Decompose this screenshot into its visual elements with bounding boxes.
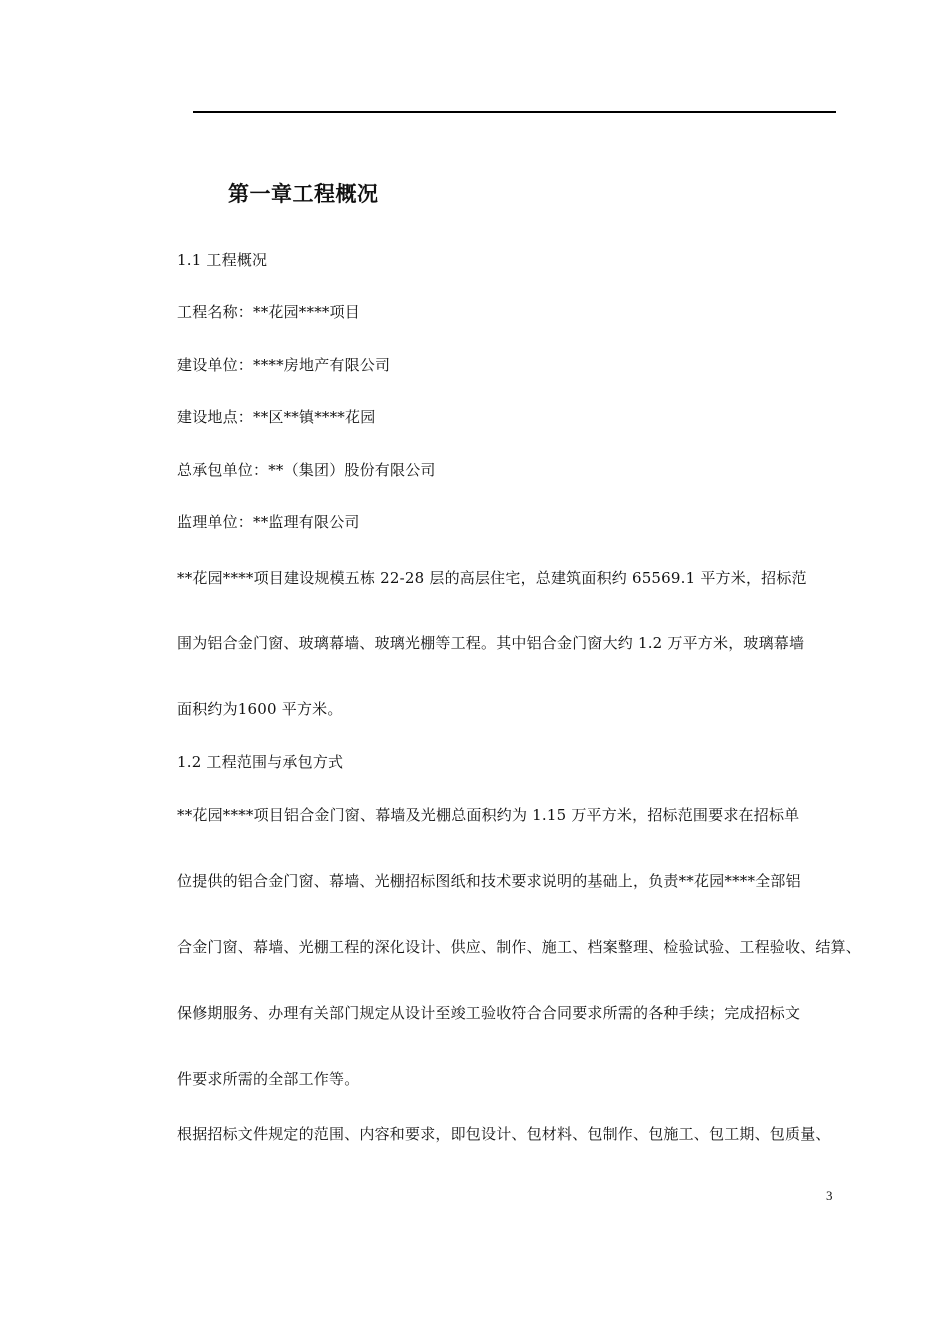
scope-line: 保修期服务、办理有关部门规定从设计至竣工验收符合合同要求所需的各种手续；完成招标文 <box>177 1004 801 1022</box>
chapter-title: 第一章工程概况 <box>228 182 379 206</box>
location: 建设地点：**区**镇****花园 <box>177 408 376 426</box>
supervisor: 监理单位：**监理有限公司 <box>177 513 360 531</box>
description-line: **花园****项目建设规模五栋 22-28 层的高层住宅，总建筑面积约 65569.1 平方米，招标范 <box>177 569 807 587</box>
scope-line: 位提供的铝合金门窗、幕墙、光棚招标图纸和技术要求说明的基础上，负责**花园****全部铝 <box>177 872 801 890</box>
section-1-1-heading: 1.1 工程概况 <box>177 251 268 269</box>
scope-line: 件要求所需的全部工作等。 <box>177 1070 360 1088</box>
scope-line: **花园****项目铝合金门窗、幕墙及光棚总面积约为 1.15 万平方米，招标范围要求在招标单 <box>177 806 800 824</box>
description-line: 面积约为1600 平方米。 <box>177 700 343 718</box>
developer: 建设单位：****房地产有限公司 <box>177 356 391 374</box>
contract-line: 根据招标文件规定的范围、内容和要求，即包设计、包材料、包制作、包施工、包工期、包质量、 <box>177 1125 831 1143</box>
general-contractor: 总承包单位：**（集团）股份有限公司 <box>177 461 436 479</box>
project-name: 工程名称：**花园****项目 <box>177 303 361 321</box>
header-rule <box>193 111 836 113</box>
description-line: 围为铝合金门窗、玻璃幕墙、玻璃光棚等工程。其中铝合金门窗大约 1.2 万平方米，玻璃幕墙 <box>177 634 805 652</box>
section-1-2-heading: 1.2 工程范围与承包方式 <box>177 753 344 771</box>
page-number: 3 <box>826 1188 833 1203</box>
scope-line: 合金门窗、幕墙、光棚工程的深化设计、供应、制作、施工、档案整理、检验试验、工程验收、结算、 <box>177 938 862 956</box>
